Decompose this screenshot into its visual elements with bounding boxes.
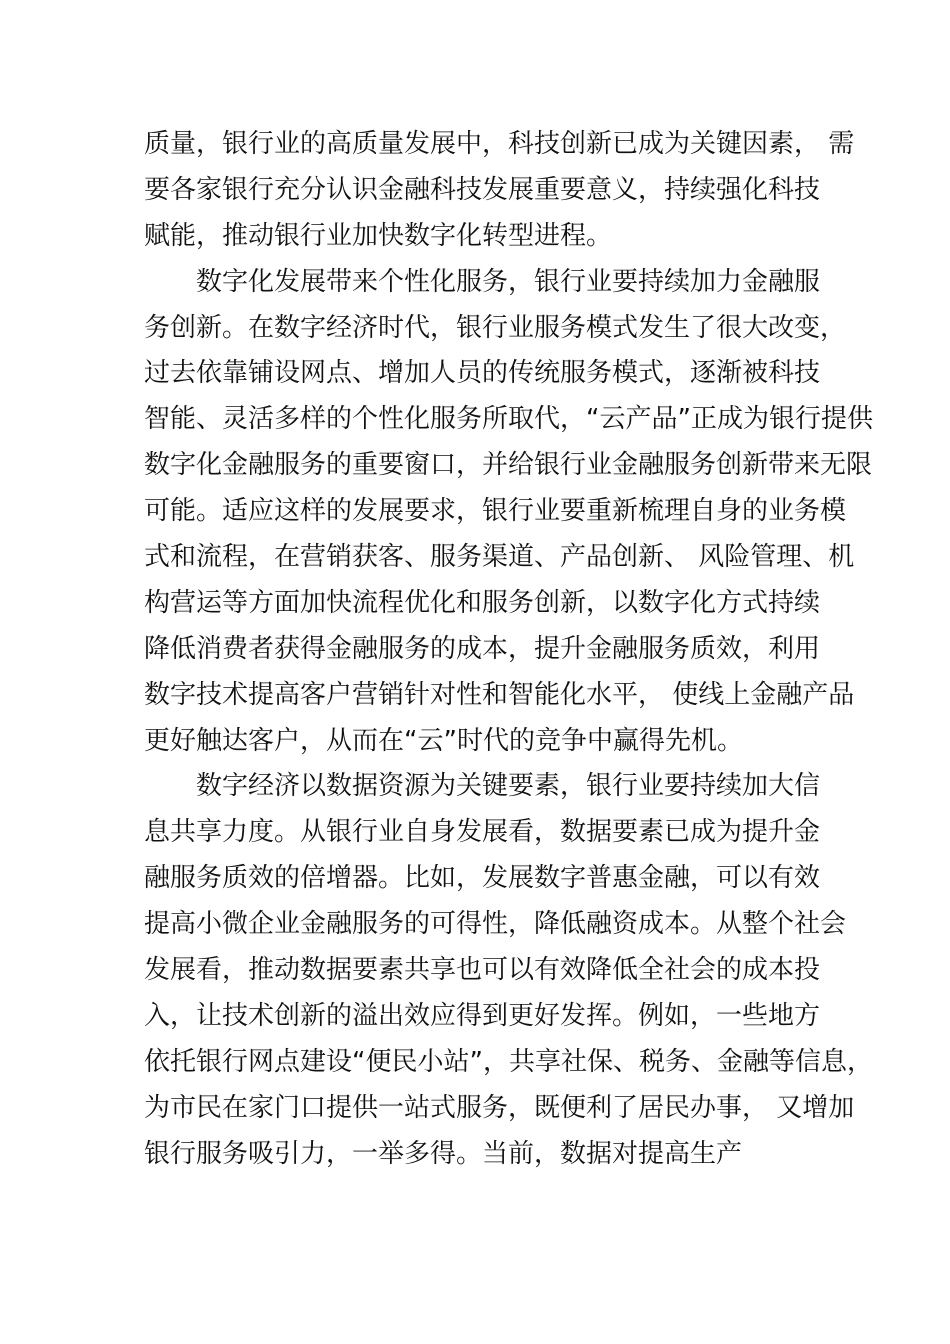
text-line: 降低消费者获得金融服务的成本，提升金融服务质效，利用 <box>144 633 821 664</box>
text-line: 质量，银行业的高质量发展中，科技创新已成为关键因素， 需 <box>144 129 855 159</box>
text-line: 入，让技术创新的溢出效应得到更好发挥。例如，一些地方 <box>144 1000 821 1031</box>
text-line: 融服务质效的倍增器。比如，发展数字普惠金融，可以有效 <box>144 863 821 894</box>
text-line: 过去依靠铺设网点、增加人员的传统服务模式，逐渐被科技 <box>144 358 821 389</box>
text-line: 数字化金融服务的重要窗口，并给银行业金融服务创新带来无限 <box>144 450 873 481</box>
text-line: 为市民在家门口提供一站式服务，既便利了居民办事， 又增加 <box>144 1092 855 1123</box>
paragraph-start-line: 数字化发展带来个性化服务，银行业要持续加力金融服 <box>196 266 821 297</box>
text-line: 数字技术提高客户营销针对性和智能化水平， 使线上金融产品 <box>144 679 855 710</box>
text-line: 赋能，推动银行业加快数字化转型进程。 <box>144 220 613 251</box>
text-line: 智能、灵活多样的个性化服务所取代，“云产品”正成为银行提供 <box>144 404 873 435</box>
text-line: 息共享力度。从银行业自身发展看，数据要素已成为提升金 <box>144 817 821 848</box>
text-line: 银行服务吸引力，一举多得。当前，数据对提高生产 <box>144 1138 743 1169</box>
text-line: 提高小微企业金融服务的可得性，降低融资成本。从整个社会 <box>144 909 847 940</box>
text-line: 更好触达客户，从而在“云”时代的竞争中赢得先机。 <box>144 725 743 756</box>
text-line: 发展看，推动数据要素共享也可以有效降低全社会的成本投 <box>144 955 821 986</box>
text-line: 可能。适应这样的发展要求，银行业要重新梳理自身的业务模 <box>144 496 847 527</box>
body-text <box>144 122 873 1177</box>
paragraph-start-line: 数字经济以数据资源为关键要素，银行业要持续加大信 <box>196 771 821 802</box>
text-line: 依托银行网点建设“便民小站”，共享社保、税务、金融等信息， <box>144 1046 873 1077</box>
text-line: 要各家银行充分认识金融科技发展重要意义，持续强化科技 <box>144 174 821 205</box>
text-line: 务创新。在数字经济时代，银行业服务模式发生了很大改变， <box>144 312 847 343</box>
text-line: 构营运等方面加快流程优化和服务创新，以数字化方式持续 <box>144 587 821 618</box>
text-line: 式和流程，在营销获客、服务渠道、产品创新、 风险管理、机 <box>144 542 855 573</box>
